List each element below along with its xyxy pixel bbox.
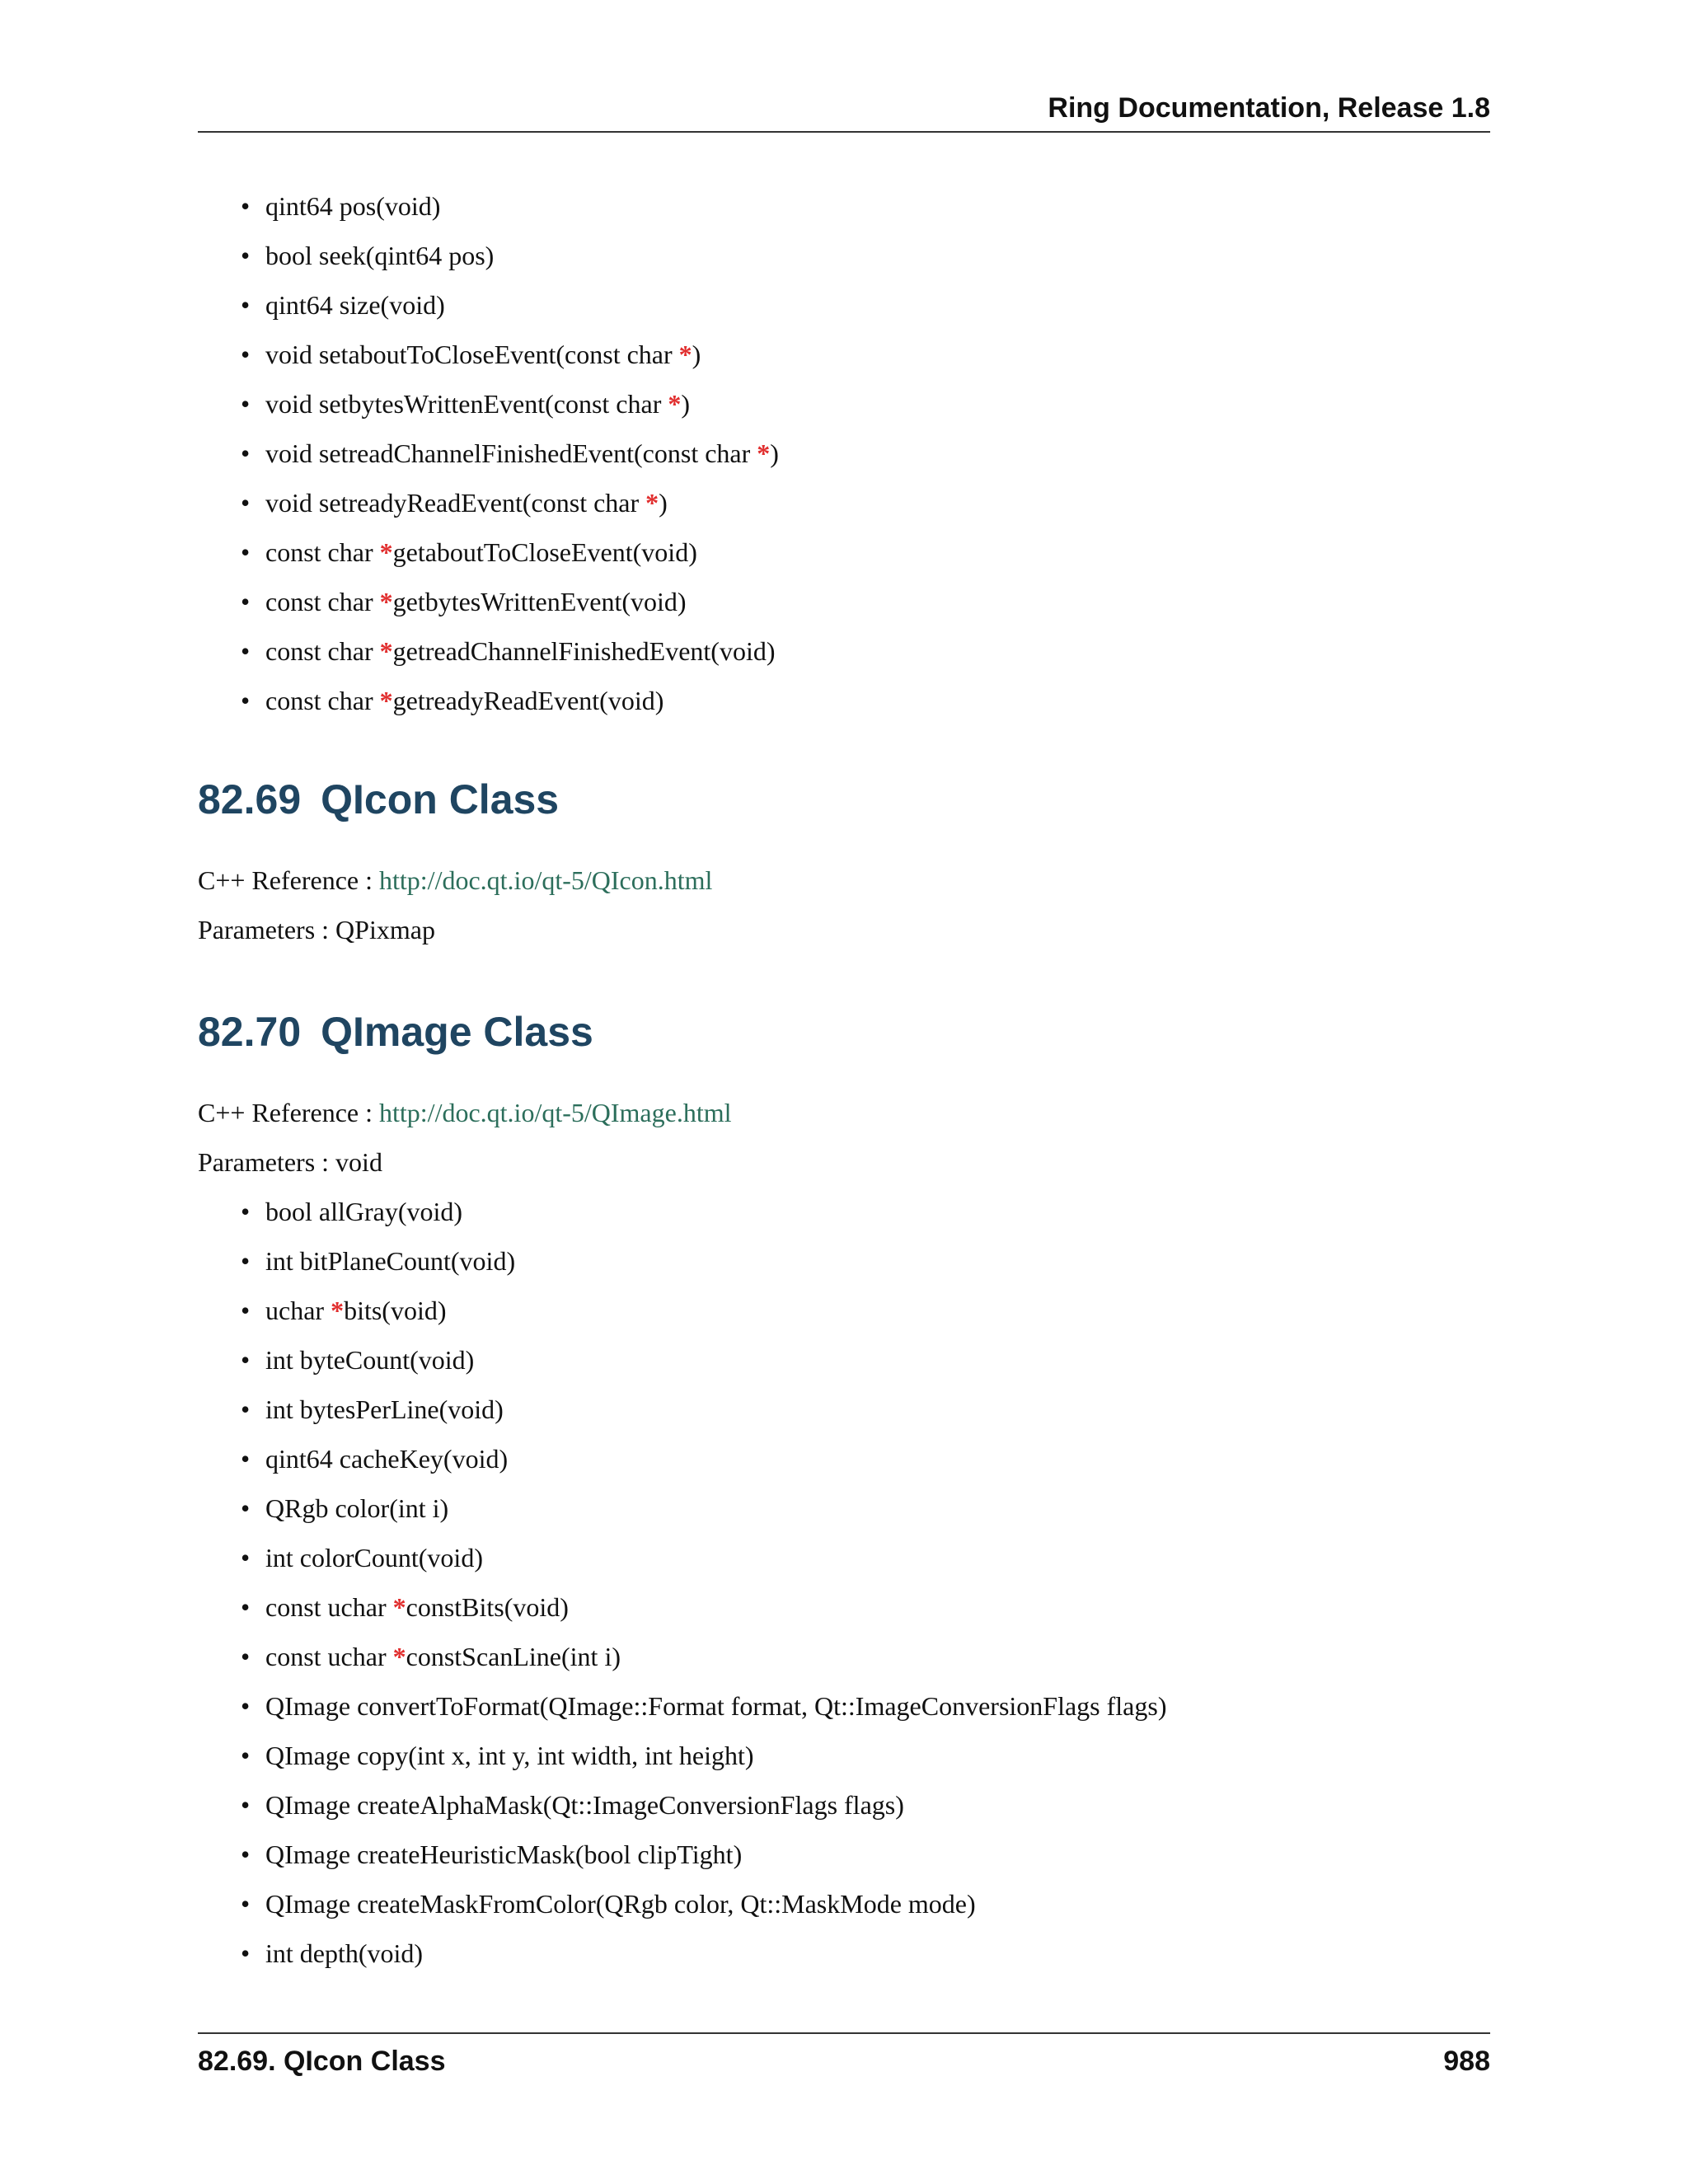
section-qimage-class <box>198 1007 1490 1970</box>
section-number: 82.70 <box>198 1009 302 1055</box>
pointer-asterisk: * <box>392 1592 406 1622</box>
cpp-reference-line <box>198 1096 1490 1129</box>
parameters-label: Parameters : <box>198 1147 336 1177</box>
method-item <box>265 1195 1490 1228</box>
method-text: const char <box>265 686 380 715</box>
method-item <box>265 1442 1490 1475</box>
method-item <box>265 387 1490 420</box>
pointer-asterisk: * <box>678 340 692 369</box>
method-text-rest: getaboutToCloseEvent(void) <box>392 537 697 567</box>
method-item <box>265 1788 1490 1821</box>
method-text: qint64 cacheKey(void) <box>265 1444 509 1474</box>
pointer-asterisk: * <box>757 438 771 468</box>
method-item <box>265 1343 1490 1376</box>
method-text-rest: getreadyReadEvent(void) <box>392 686 664 715</box>
method-item <box>265 1294 1490 1327</box>
section-heading-qimage <box>198 1007 1490 1057</box>
method-text: int bytesPerLine(void) <box>265 1394 504 1424</box>
method-text: bool allGray(void) <box>265 1197 463 1226</box>
method-item <box>265 338 1490 371</box>
method-item <box>265 239 1490 272</box>
method-text: const uchar <box>265 1642 393 1671</box>
method-text: int colorCount(void) <box>265 1543 483 1572</box>
section-title-text: QImage Class <box>321 1009 593 1055</box>
section-qicon-class <box>198 775 1490 946</box>
method-text: void setreadyReadEvent(const char <box>265 488 646 518</box>
method-text: const char <box>265 587 380 616</box>
method-item <box>265 635 1490 668</box>
method-item <box>265 1244 1490 1277</box>
method-text: void setreadChannelFinishedEvent(const char <box>265 438 757 468</box>
section-title-text: QIcon Class <box>321 776 560 823</box>
method-item <box>265 1739 1490 1772</box>
method-item <box>265 288 1490 321</box>
method-item <box>265 1393 1490 1426</box>
method-item <box>265 486 1490 519</box>
method-item <box>265 1937 1490 1970</box>
method-item <box>265 1492 1490 1525</box>
method-text: QImage copy(int x, int y, int width, int height) <box>265 1741 754 1770</box>
header-title: Ring Documentation, Release 1.8 <box>1048 92 1490 124</box>
method-text-rest: bits(void) <box>344 1296 447 1325</box>
pointer-asterisk: * <box>379 636 393 666</box>
method-item <box>265 1640 1490 1673</box>
method-text: uchar <box>265 1296 331 1325</box>
method-item <box>265 536 1490 569</box>
pointer-asterisk: * <box>668 389 682 419</box>
method-item <box>265 1541 1490 1574</box>
running-footer <box>198 2032 1490 2078</box>
method-text: qint64 size(void) <box>265 290 445 320</box>
method-item <box>265 1690 1490 1722</box>
cpp-reference-label: C++ Reference : <box>198 1098 379 1127</box>
parameters-value: QPixmap <box>335 915 435 944</box>
pointer-asterisk: * <box>392 1642 406 1671</box>
pointer-asterisk: * <box>379 537 393 567</box>
method-text: QImage createAlphaMask(Qt::ImageConversionFlags flags) <box>265 1790 904 1820</box>
pointer-asterisk: * <box>331 1296 345 1325</box>
running-header <box>198 92 1490 133</box>
method-text-rest: ) <box>681 389 690 419</box>
method-item <box>265 437 1490 470</box>
cpp-reference-line <box>198 864 1490 897</box>
cpp-reference-link-qicon[interactable]: http://doc.qt.io/qt-5/QIcon.html <box>379 865 713 895</box>
method-text: void setbytesWrittenEvent(const char <box>265 389 668 419</box>
parameters-label: Parameters : <box>198 915 336 944</box>
section-heading-qicon <box>198 775 1490 824</box>
pointer-asterisk: * <box>379 587 393 616</box>
method-text: bool seek(qint64 pos) <box>265 241 495 270</box>
method-text: void setaboutToCloseEvent(const char <box>265 340 679 369</box>
method-text: QImage createHeuristicMask(bool clipTight) <box>265 1840 743 1869</box>
pointer-asterisk: * <box>645 488 659 518</box>
method-item <box>265 1838 1490 1871</box>
method-text: const char <box>265 537 380 567</box>
parameters-line <box>198 1146 1490 1179</box>
method-text-rest: ) <box>770 438 779 468</box>
method-text-rest: ) <box>659 488 668 518</box>
method-text: const char <box>265 636 380 666</box>
method-text: QImage convertToFormat(QImage::Format format, Qt::ImageConversionFlags flags) <box>265 1691 1167 1721</box>
method-text: int byteCount(void) <box>265 1345 475 1375</box>
method-text-rest: constBits(void) <box>406 1592 569 1622</box>
parameters-value: void <box>335 1147 382 1177</box>
method-list-previous-class <box>198 190 1490 717</box>
method-text: const uchar <box>265 1592 393 1622</box>
method-item <box>265 1591 1490 1624</box>
cpp-reference-link-qimage[interactable]: http://doc.qt.io/qt-5/QImage.html <box>379 1098 732 1127</box>
method-text: QRgb color(int i) <box>265 1493 449 1523</box>
method-text-rest: getbytesWrittenEvent(void) <box>392 587 687 616</box>
method-text: int depth(void) <box>265 1938 424 1968</box>
parameters-line <box>198 913 1490 946</box>
method-text: QImage createMaskFromColor(QRgb color, Qt::MaskMode mode) <box>265 1889 976 1919</box>
method-list-qimage <box>198 1195 1490 1970</box>
method-text: qint64 pos(void) <box>265 191 441 221</box>
footer-section-title: 82.69. QIcon Class <box>198 2046 446 2077</box>
method-text-rest: getreadChannelFinishedEvent(void) <box>392 636 776 666</box>
method-item <box>265 585 1490 618</box>
footer-page-number: 988 <box>1443 2046 1490 2077</box>
method-text-rest: constScanLine(int i) <box>406 1642 621 1671</box>
method-item <box>265 1887 1490 1920</box>
pointer-asterisk: * <box>379 686 393 715</box>
method-item <box>265 190 1490 223</box>
page-content <box>198 190 1490 1986</box>
section-number: 82.69 <box>198 776 302 823</box>
method-text: int bitPlaneCount(void) <box>265 1246 516 1276</box>
method-item <box>265 684 1490 717</box>
cpp-reference-label: C++ Reference : <box>198 865 379 895</box>
method-text-rest: ) <box>692 340 701 369</box>
